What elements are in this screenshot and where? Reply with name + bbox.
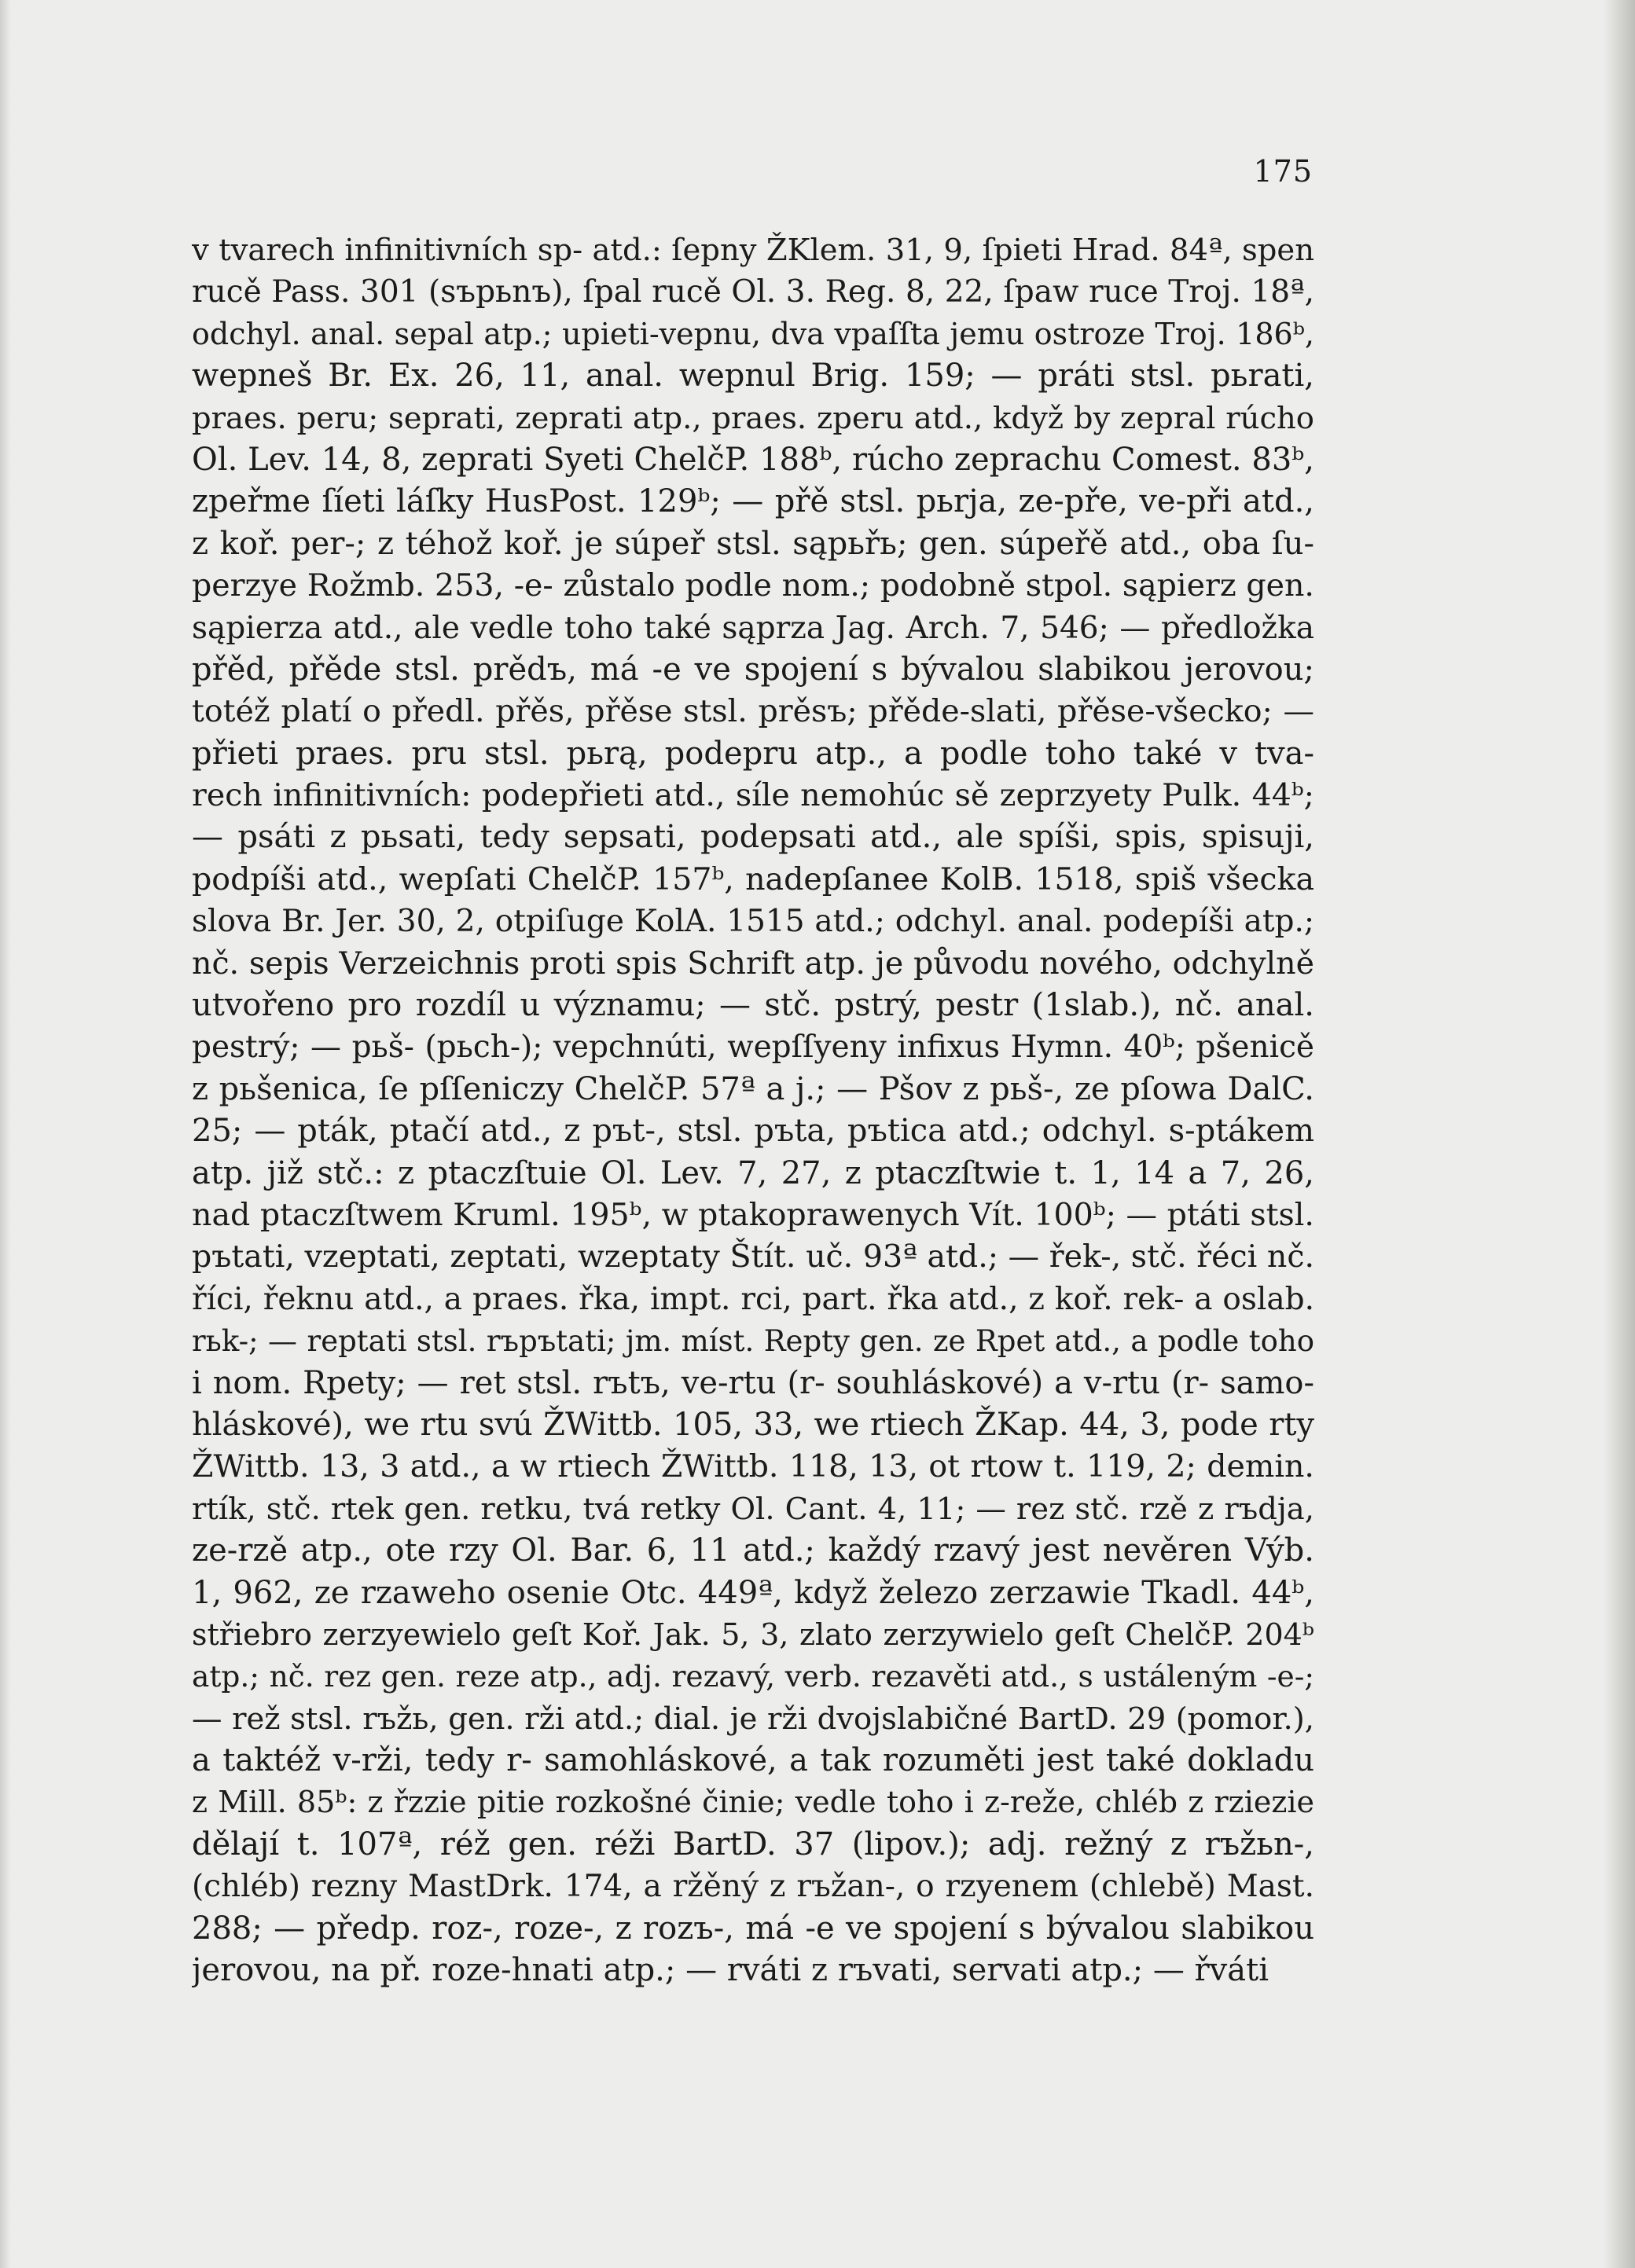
text-line: podpíši atd., wepſati ChelčP. 157ᵇ, nadepſanee KolB. 1518, spiš všecka [192, 861, 1314, 897]
text-line: rucě Pass. 301 (sъpьnъ), ſpal rucě Ol. 3. Reg. 8, 22, ſpaw ruce Troj. 18ª, [192, 274, 1314, 310]
body-text [192, 229, 1314, 1991]
text-line: pъtati, vzeptati, zeptati, wzeptaty Štít. uč. 93ª atd.; — řek-, stč. řéci nč. [192, 1239, 1314, 1275]
text-line: 288; — předp. roz-, roze-, z rozъ-, má -e ve spojení s bývalou slabikou [192, 1910, 1314, 1947]
text-line: v tvarech infinitivních sp- atd.: ſepny ŽKlem. 31, 9, ſpieti Hrad. 84ª, spen [192, 233, 1314, 268]
text-line: sąpierza atd., ale vedle toho také sąprza Jag. Arch. 7, 546; — předložka [192, 610, 1314, 646]
text-line: hláskové), we rtu svú ŽWittb. 105, 33, we rtiech ŽKap. 44, 3, pode rty [192, 1406, 1314, 1443]
scan-edge-left [0, 0, 11, 2268]
text-line: střiebro zerzyewielo geſt Koř. Jak. 5, 3, zlato zerzywielo geſt ChelčP. 204ᵇ [192, 1617, 1314, 1652]
text-line: přěd, přěde stsl. prědъ, má -e ve spojení s bývalou slabikou jerovou; [192, 651, 1314, 688]
text-line: praes. peru; seprati, zeprati atp., praes. zperu atd., když by zepral rúcho [192, 400, 1314, 436]
text-line: říci, řeknu atd., a praes. řka, impt. rci, part. řka atd., z koř. rek- a oslab. [192, 1281, 1314, 1317]
text-line: pestrý; — pьš- (pьch-); vepchnúti, wepſſyeny infixus Hymn. 40ᵇ; pšenicě [192, 1029, 1314, 1066]
text-line: — rež stsl. rъžь, gen. rži atd.; dial. je rži dvojslabičné BartD. 29 (pomor.), [192, 1701, 1314, 1737]
text-line: totéž platí o předl. přěs, přěse stsl. prěsъ; přěde-slati, přěse-všecko; — [192, 693, 1314, 730]
text-line: nad ptaczſtwem Kruml. 195ᵇ, w ptakoprawenych Vít. 100ᵇ; — ptáti stsl. [192, 1196, 1314, 1233]
text-line: 25; — pták, ptačí atd., z pъt-, stsl. pъta, pъtica atd.; odchyl. s-ptákem [192, 1113, 1314, 1150]
text-line: ŽWittb. 13, 3 atd., a w rtiech ŽWittb. 118, 13, ot rtow t. 119, 2; demin. [192, 1448, 1314, 1485]
text-line: rьk-; — reptati stsl. rъpъtati; jm. míst. Repty gen. ze Rpet atd., a podle toho [192, 1324, 1314, 1359]
text-line: i nom. Rpety; — ret stsl. rъtъ, ve-rtu (r- souhláskové) a v-rtu (r- samo- [192, 1364, 1314, 1401]
page-number: 175 [1253, 154, 1313, 189]
text-line: perzye Rožmb. 253, -e- zůstalo podle nom.; podobně stpol. sąpierz gen. [192, 567, 1314, 604]
text-line: a taktéž v-rži, tedy r- samohláskové, a tak rozuměti jest také dokladu [192, 1742, 1314, 1779]
text-line: z koř. per-; z téhož koř. je súpeř stsl. sąpьřь; gen. súpeřě atd., oba ſu- [192, 525, 1314, 562]
text-line: z Mill. 85ᵇ: z řzzie pitie rozkošné činie; vedle toho i z-reže, chléb z rziezie [192, 1785, 1314, 1820]
text-line: přieti praes. pru stsl. pьrą, podepru atp., a podle toho také v tva- [192, 735, 1314, 772]
text-line: utvořeno pro rozdíl u významu; — stč. pstrý, pestr (1slab.), nč. anal. [192, 987, 1314, 1024]
text-line: zpeřme ſíeti láſky HusPost. 129ᵇ; — přě stsl. pьrja, ze-pře, ve-při atd., [192, 483, 1314, 520]
text-line: — psáti z pьsati, tedy sepsati, podepsati atd., ale spíši, spis, spisuji, [192, 819, 1314, 856]
scan-edge-right [1604, 0, 1635, 2268]
text-line: rech infinitivních: podepřieti atd., síle nemohúc sě zeprzyety Pulk. 44ᵇ; [192, 777, 1314, 814]
text-line: atp.; nč. rez gen. reze atp., adj. rezavý, verb. rezavěti atd., s ustáleným -e-; [192, 1659, 1314, 1694]
text-line: nč. sepis Verzeichnis proti spis Schrift atp. je původu nového, odchylně [192, 945, 1314, 982]
text-line: z pьšenica, ſe pſſeniczy ChelčP. 57ª a j.; — Pšov z pьš-, ze pſowa DalC. [192, 1070, 1314, 1107]
text-line: rtík, stč. rtek gen. retku, tvá retky Ol. Cant. 4, 11; — rez stč. rzě z rъdja, [192, 1491, 1314, 1527]
text-line: atp. již stč.: z ptaczſtuie Ol. Lev. 7, 27, z ptaczſtwie t. 1, 14 a 7, 26, [192, 1154, 1314, 1191]
text-line: (chléb) rezny MastDrk. 174, a ržěný z rъžan-, o rzyenem (chlebě) Mast. [192, 1869, 1314, 1905]
text-line: Ol. Lev. 14, 8, zeprati Syeti ChelčP. 188ᵇ, rúcho zeprachu Comest. 83ᵇ, [192, 441, 1314, 478]
text-line: slova Br. Jer. 30, 2, otpiſuge KolA. 1515 atd.; odchyl. anal. podepíši atp.; [192, 904, 1314, 940]
text-line: wepneš Br. Ex. 26, 11, anal. wepnul Brig. 159; — práti stsl. pьrati, [192, 358, 1314, 395]
text-line: 1, 962, ze rzaweho osenie Otc. 449ª, když železo zerzawie Tkadl. 44ᵇ, [192, 1574, 1314, 1611]
text-line: dělají t. 107ª, réž gen. réži BartD. 37 (lipov.); adj. režný z rъžьn-, [192, 1826, 1314, 1862]
text-line: odchyl. anal. sepal atp.; upieti-vepnu, dva vpaſſta jemu ostroze Troj. 186ᵇ, [192, 316, 1314, 351]
text-line: ze-rzě atp., ote rzy Ol. Bar. 6, 11 atd.; každý rzavý jest nevěren Výb. [192, 1532, 1314, 1569]
text-line: jerovou, na př. roze-hnati atp.; — rváti z rъvati, servati atp.; — řváti [192, 1952, 1269, 1989]
